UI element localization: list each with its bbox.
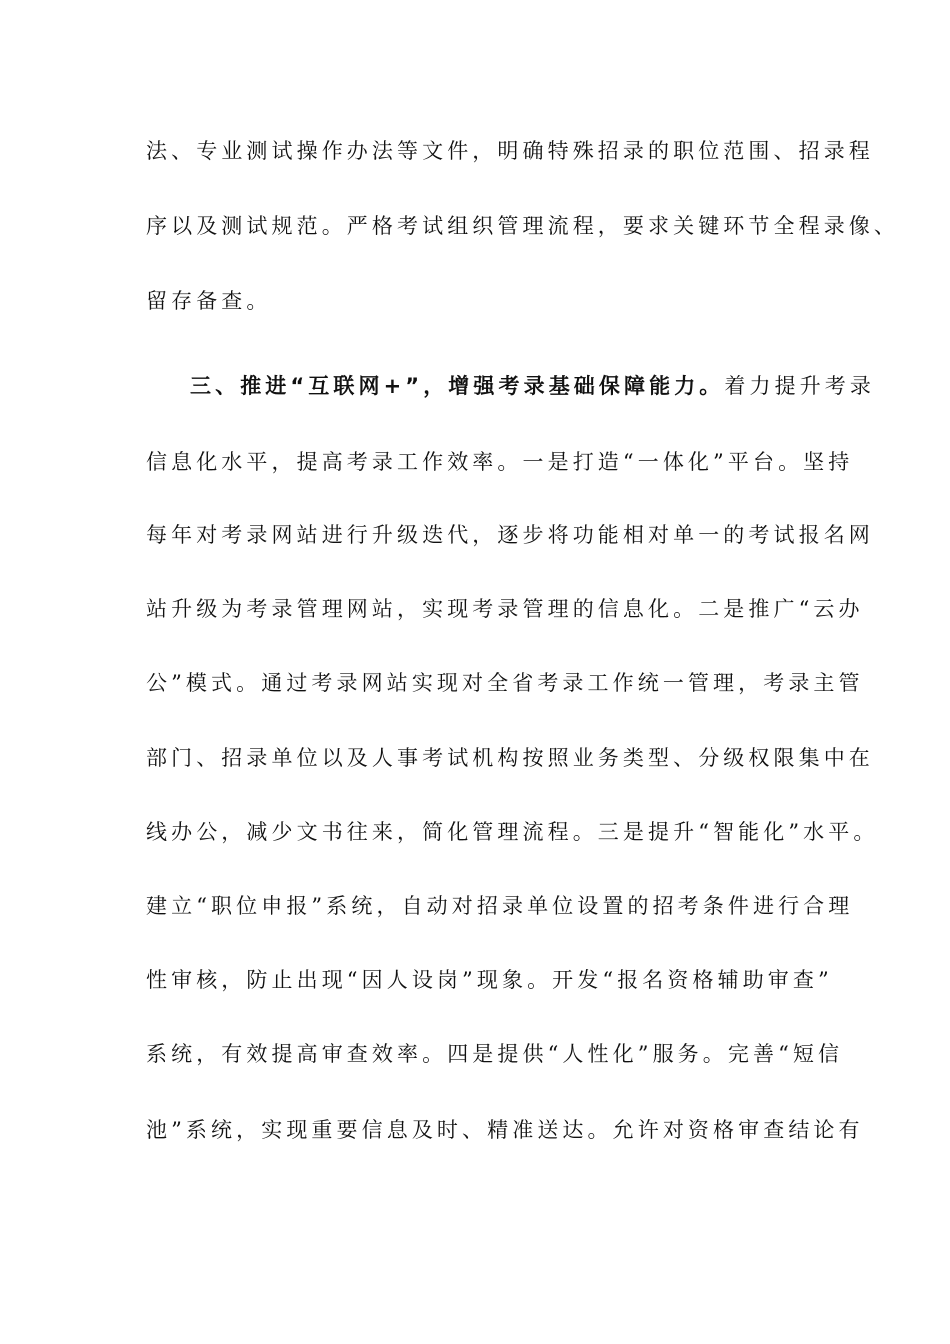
paragraph-line-7: 站升级为考录管理网站，实现考录管理的信息化。二是推广“云办	[146, 597, 864, 621]
paragraph-line-12: 性审核，防止出现“因人设岗”现象。开发“报名资格辅助审查”	[146, 968, 833, 992]
paragraph-line-1: 法、专业测试操作办法等文件，明确特殊招录的职位范围、招录程	[146, 139, 874, 163]
paragraph-line-5: 信息化水平，提高考录工作效率。一是打造“一体化”平台。坚持	[146, 450, 854, 474]
paragraph-line-3: 留存备查。	[146, 289, 272, 313]
section-heading-continuation: 着力提升考录	[724, 374, 876, 398]
paragraph-line-10: 线办公，减少文书往来，简化管理流程。三是提升“智能化”水平。	[146, 820, 879, 844]
paragraph-line-8: 公”模式。通过考录网站实现对全省考录工作统一管理，考录主管	[146, 671, 864, 695]
paragraph-line-9: 部门、招录单位以及人事考试机构按照业务类型、分级权限集中在	[146, 746, 874, 770]
section-heading: 三、推进“互联网+”，增强考录基础保障能力。	[190, 374, 725, 398]
paragraph-line-6: 每年对考录网站进行升级迭代，逐步将功能相对单一的考试报名网	[146, 523, 874, 547]
paragraph-line-13: 系统，有效提高审查效率。四是提供“人性化”服务。完善“短信	[146, 1042, 844, 1066]
paragraph-line-2: 序以及测试规范。严格考试组织管理流程，要求关键环节全程录像、	[146, 214, 899, 238]
paragraph-line-11: 建立“职位申报”系统，自动对招录单位设置的招考条件进行合理	[146, 894, 854, 918]
paragraph-line-14: 池”系统，实现重要信息及时、精准送达。允许对资格审查结论有	[146, 1118, 864, 1142]
section-heading-line	[190, 366, 876, 406]
